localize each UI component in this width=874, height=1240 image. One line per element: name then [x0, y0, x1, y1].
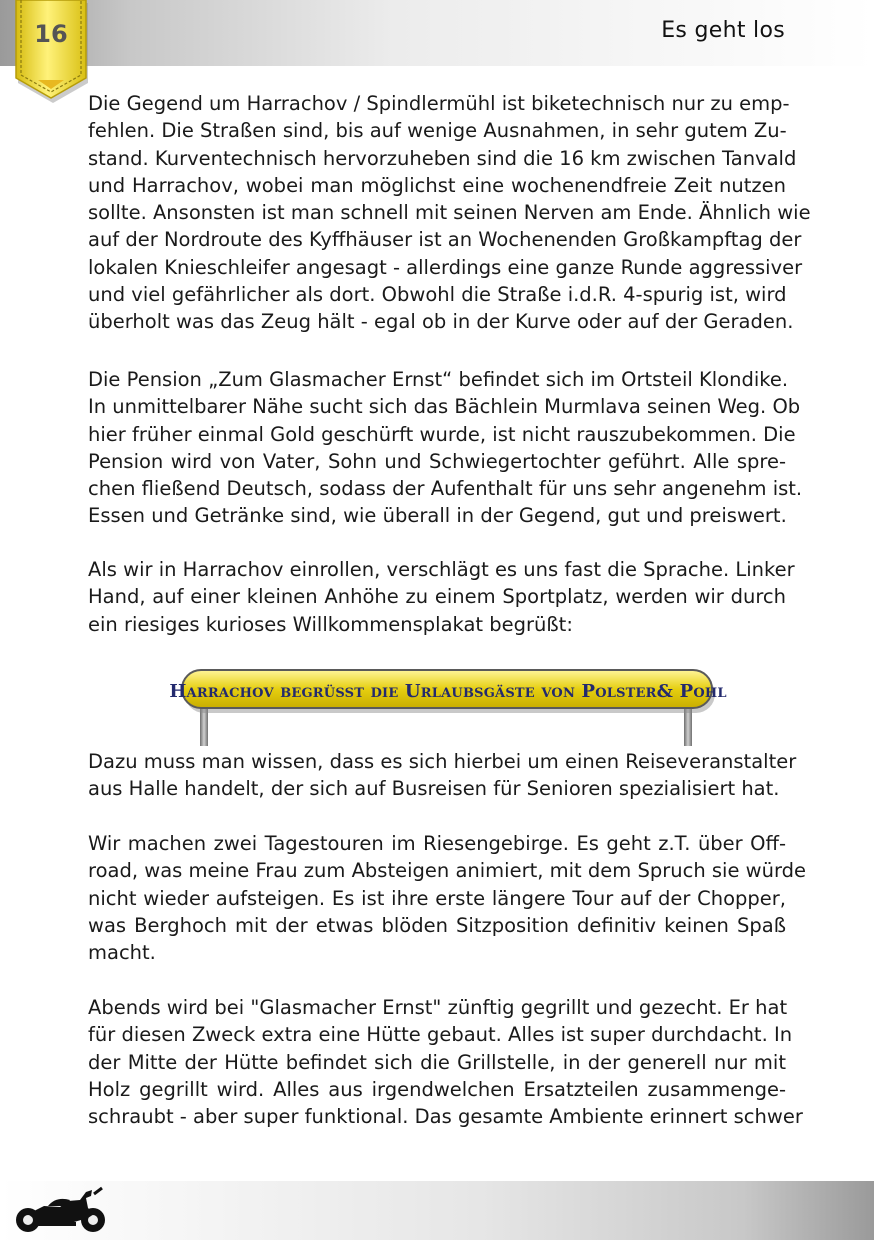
footer-bar — [0, 1181, 874, 1240]
sign-text: Harrachov begrüsst die Urlaubsgäste von Polster& Pohl — [169, 680, 727, 702]
text-line: Als wir in Harrachov einrollen, verschlägt es uns fast die Sprache. Linker — [88, 558, 795, 581]
text-line: Die Pension „Zum Glasmacher Ernst“ befindet sich im Ortsteil Klondike. — [88, 368, 789, 391]
text-line: ein riesiges kurioses Willkommensplakat begrüßt: — [88, 612, 573, 636]
motorcycle-icon — [8, 1184, 110, 1236]
text-line: Hand, auf einer kleinen Anhöhe zu einem Sportplatz, werden wir durch — [88, 585, 786, 609]
text-line: stand. Kurventechnisch hervorzuheben sind die 16 km zwischen Tanvald — [88, 146, 797, 170]
text-line: Essen und Getränke sind, wie überall in der Gegend, gut und preiswert. — [88, 504, 787, 528]
text-line: lokalen Knieschleifer angesagt - allerdings eine ganze Runde aggressiver — [88, 255, 803, 279]
paragraph-6 — [88, 994, 803, 1130]
text-line: chen fließend Deutsch, sodass der Aufenthalt für uns sehr angenehm ist. — [88, 477, 803, 501]
paragraph-2 — [88, 366, 803, 530]
text-line: Pension wird von Vater, Sohn und Schwiegertochter geführt. Alle spre- — [88, 449, 786, 473]
text-line: Wir machen zwei Tagestouren im Riesengebirge. Es geht z.T. über Off- — [88, 832, 786, 855]
text-line: aus Halle handelt, der sich auf Busreisen für Senioren spezialisiert hat. — [88, 777, 780, 801]
text-line: fehlen. Die Straßen sind, bis auf wenige Ausnahmen, in sehr gutem Zu- — [88, 119, 787, 143]
text-line: überholt was das Zeug hält - egal ob in der Kurve oder auf der Geraden. — [88, 310, 794, 334]
paragraph-3 — [88, 556, 795, 638]
text-line: hier früher einmal Gold geschürft wurde, ist nicht rauszubekommen. Die — [88, 422, 796, 446]
text-line: auf der Nordroute des Kyffhäuser ist an Wochenenden Großkampftag der — [88, 228, 802, 252]
text-line: macht. — [88, 941, 156, 965]
text-line: der Mitte der Hütte befindet sich die Grillstelle, in der generell nur mit — [88, 1050, 786, 1074]
text-line: und viel gefährlicher als dort. Obwohl die Straße i.d.R. 4-spurig ist, wird — [88, 283, 787, 307]
text-line: Dazu muss man wissen, dass es sich hierbei um einen Reiseveranstalter — [88, 750, 797, 773]
page-number-badge — [12, 0, 90, 104]
text-line: road, was meine Frau zum Absteigen animiert, mit dem Spruch sie würde — [88, 859, 807, 883]
paragraph-1 — [88, 90, 811, 336]
text-line: für diesen Zweck extra eine Hütte gebaut. Alles ist super durchdacht. In — [88, 1023, 793, 1047]
text-line: und Harrachov, wobei man möglichst eine wochenendfreie Zeit nutzen — [88, 173, 786, 197]
text-line: was Berghoch mit der etwas blöden Sitzposition definitiv keinen Spaß — [88, 913, 786, 937]
text-line: In unmittelbarer Nähe sucht sich das Bächlein Murmlava seinen Weg. Ob — [88, 395, 801, 419]
text-line: Holz gegrillt wird. Alles aus irgendwelchen Ersatzteilen zusammenge- — [88, 1077, 786, 1101]
page-number: 16 — [34, 20, 68, 48]
paragraph-4 — [88, 748, 797, 803]
text-line: nicht wieder aufsteigen. Es ist ihre erste längere Tour auf der Chopper, — [88, 886, 786, 910]
text-line: sollte. Ansonsten ist man schnell mit seinen Nerven am Ende. Ähnlich wie — [88, 201, 811, 225]
text-line: Abends wird bei "Glasmacher Ernst" zünftig gegrillt und gezecht. Er hat — [88, 996, 788, 1019]
paragraph-5 — [88, 830, 807, 966]
text-line: schraubt - aber super funktional. Das gesamte Ambiente erinnert schwer — [88, 1105, 803, 1129]
chapter-title: Es geht los — [661, 18, 785, 43]
text-line: Die Gegend um Harrachov / Spindlermühl ist biketechnisch nur zu emp- — [88, 92, 790, 115]
